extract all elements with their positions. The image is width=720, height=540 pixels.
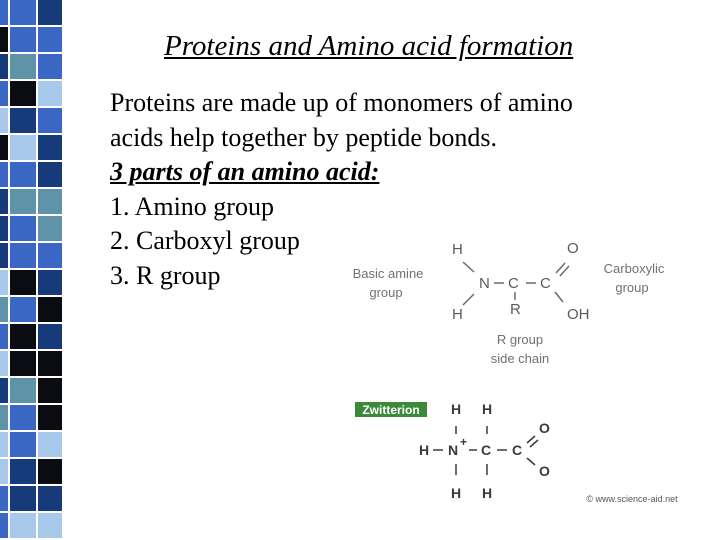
atom-c-alpha: C xyxy=(508,275,519,292)
atom-h-bottom: H xyxy=(452,306,463,323)
zw-atom-h-n-top: H xyxy=(451,401,462,417)
label-r-group-2: side chain xyxy=(490,351,550,366)
atom-o: O xyxy=(567,240,579,257)
body-subheading: 3 parts of an amino acid: xyxy=(110,157,380,186)
image-credit: © www.science-aid.net xyxy=(586,494,678,504)
zwitterion-structure xyxy=(355,401,550,501)
zw-atom-o-top: O xyxy=(539,420,550,436)
zw-atom-h-left: H xyxy=(419,442,430,458)
body-line-2: acids help together by peptide bonds. xyxy=(110,122,498,152)
bond-c-oh xyxy=(555,292,563,302)
amino-acid-structure xyxy=(353,240,665,366)
label-basic-amine-2: group xyxy=(369,285,403,300)
zw-atom-h-c-top: H xyxy=(482,401,493,417)
zw-double-bond-a xyxy=(527,436,535,443)
label-basic-amine-1: Basic amine xyxy=(352,266,424,281)
label-carboxylic-1: Carboxylic xyxy=(603,261,665,276)
list-item-carboxyl-group: 2. Carboxyl group xyxy=(110,226,300,255)
zw-atom-c-alpha: C xyxy=(481,442,492,458)
zw-atom-h-n-bottom: H xyxy=(451,485,462,501)
bond-n-h-bottom xyxy=(463,294,474,305)
label-r-group-1: R group xyxy=(496,332,544,347)
bond-n-h-top xyxy=(463,262,474,272)
zw-charge-plus: + xyxy=(460,435,468,449)
atom-oh: OH xyxy=(567,306,590,323)
zw-double-bond-b xyxy=(530,440,538,447)
list-item-amino-group: 1. Amino group xyxy=(110,191,274,221)
atom-r: R xyxy=(510,301,521,318)
list-item-r-group: 3. R group xyxy=(110,260,221,290)
atom-c-carboxyl: C xyxy=(540,275,551,292)
label-carboxylic-2: group xyxy=(615,280,649,295)
slide-title: Proteins and Amino acid formation xyxy=(164,30,574,62)
zw-atom-h-c-bottom: H xyxy=(482,485,493,501)
zw-atom-c-carboxyl: C xyxy=(512,442,523,458)
zw-atom-n: N xyxy=(448,442,459,458)
body-line-1: Proteins are made up of monomers of amino xyxy=(110,88,573,117)
zwitterion-label: Zwitterion xyxy=(362,403,420,417)
zw-bond-c-o xyxy=(527,458,535,465)
zw-atom-o-bottom: O xyxy=(539,463,550,479)
atom-n: N xyxy=(479,275,490,292)
atom-h-top: H xyxy=(452,241,463,258)
